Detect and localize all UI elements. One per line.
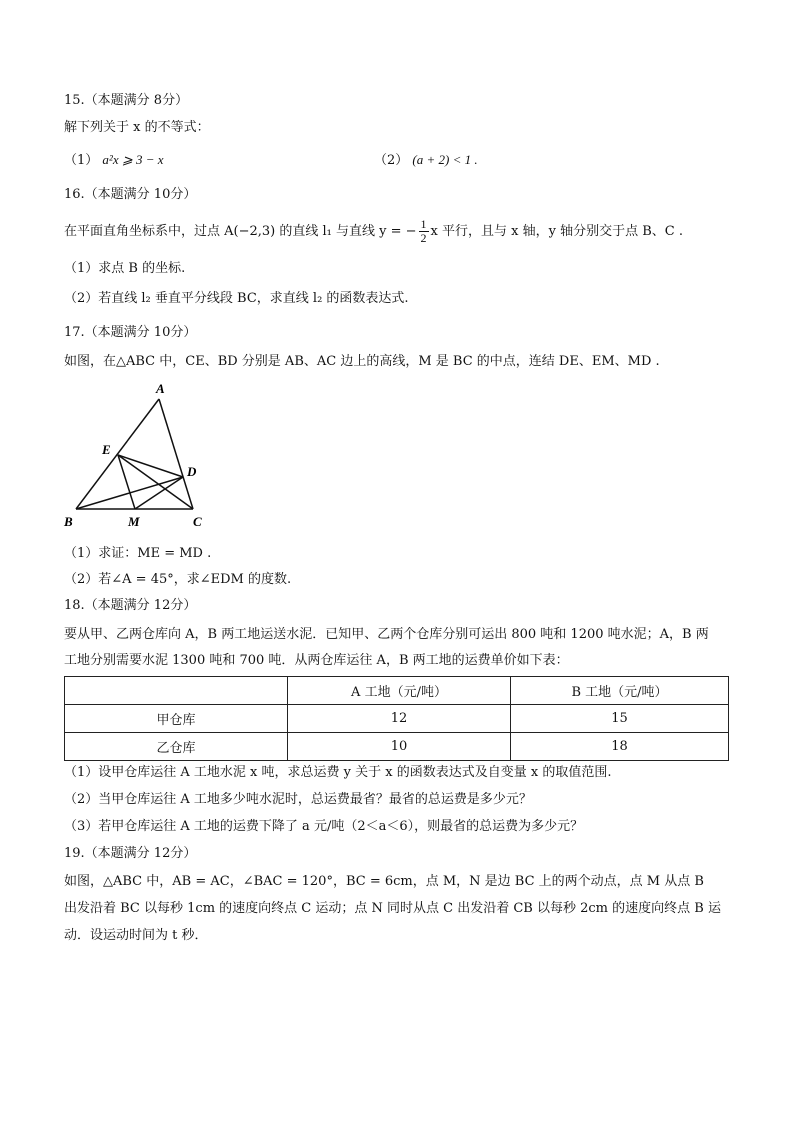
q15-part1-label: （1） <box>64 153 99 168</box>
table-row <box>65 733 729 761</box>
label-b: B <box>64 514 73 529</box>
q16-frac-den: 2 <box>420 231 427 245</box>
header-cell-empty <box>65 677 288 705</box>
q15-part2-label: （2） <box>374 153 409 168</box>
q18-part2: （2）当甲仓库运往 A 工地多少吨水泥时，总运费最省？最省的总运费是多少元？ <box>64 792 532 807</box>
q15-part1 <box>64 151 164 170</box>
q19-stem-line2: 出发沿着 BC 以每秒 1cm 的速度向终点 C 运动；点 N 同时从点 C 出发沿着 CB 以每秒 2cm 的速度向终点 B 运 <box>64 901 721 916</box>
q16-part2: （2）若直线 l₂ 垂直平分线段 BC，求直线 l₂ 的函数表达式. <box>64 291 409 306</box>
label-m: M <box>128 514 140 529</box>
segment-ac <box>159 399 193 509</box>
q19-stem-line3: 动．设运动时间为 t 秒． <box>64 928 208 943</box>
segment-em <box>118 455 135 509</box>
label-e: E <box>102 442 111 457</box>
q16-stem-a: 在平面直角坐标系中，过点 A(−2,3) 的直线 l₁ 与直线 y = − <box>64 224 417 239</box>
q15-part2-math: (a + 2) < 1 . <box>412 152 478 167</box>
q18-part1: （1）设甲仓库运往 A 工地水泥 x 吨，求总运费 y 关于 x 的函数表达式及自变量 x 的取值范围. <box>64 765 612 780</box>
cell-value: 15 <box>511 705 729 733</box>
q15-part1-math: a²x ⩾ 3 − x <box>102 152 164 167</box>
q16-title: 16.（本题满分 10分） <box>64 187 197 202</box>
q19-stem-line1: 如图，△ABC 中，AB = AC，∠BAC = 120°，BC = 6cm，点 M，N 是边 BC 上的两个动点，点 M 从点 B <box>64 874 704 889</box>
q18-title: 18.（本题满分 12分） <box>64 598 197 613</box>
cell-value: 10 <box>288 733 511 761</box>
q16-stem <box>64 218 683 245</box>
label-c: C <box>193 514 202 529</box>
segment-md <box>135 477 183 509</box>
label-d: D <box>187 464 197 479</box>
q16-fraction <box>419 218 429 245</box>
segment-ce <box>118 455 193 509</box>
segment-ab <box>76 399 159 509</box>
q15-part2 <box>374 151 478 170</box>
q17-triangle-figure <box>58 378 218 533</box>
table-header-row <box>65 677 729 705</box>
header-cell-site-b: B 工地（元/吨） <box>511 677 729 705</box>
q17-part2: （2）若∠A = 45°，求∠EDM 的度数. <box>64 572 292 587</box>
q18-part3: （3）若甲仓库运往 A 工地的运费下降了 a 元/吨（2＜a＜6），则最省的总运费为多少元？ <box>64 819 584 834</box>
row-label: 甲仓库 <box>65 705 288 733</box>
q15-prompt: 解下列关于 x 的不等式： <box>64 120 210 135</box>
q18-stem-line2: 工地分别需要水泥 1300 吨和 700 吨．从两仓库运往 A，B 两工地的运费单价如下表： <box>64 653 569 668</box>
table-row <box>65 705 729 733</box>
q16-stem-b: x 平行，且与 x 轴，y 轴分别交于点 B、C . <box>430 224 683 239</box>
cell-value: 18 <box>511 733 729 761</box>
q16-part1: （1）求点 B 的坐标. <box>64 261 186 276</box>
segment-de <box>118 455 183 477</box>
header-cell-site-a: A 工地（元/吨） <box>288 677 511 705</box>
cell-value: 12 <box>288 705 511 733</box>
q17-part1: （1）求证：ME = MD . <box>64 546 212 561</box>
q17-title: 17.（本题满分 10分） <box>64 325 197 340</box>
label-a: A <box>156 381 165 396</box>
q17-stem: 如图，在△ABC 中，CE、BD 分别是 AB、AC 边上的高线，M 是 BC 的中点，连结 DE、EM、MD . <box>64 354 660 369</box>
freight-cost-table <box>64 676 729 761</box>
q18-stem-line1: 要从甲、乙两仓库向 A，B 两工地运送水泥．已知甲、乙两个仓库分别可运出 800 吨和 1200 吨水泥；A，B 两 <box>64 627 709 642</box>
q19-title: 19.（本题满分 12分） <box>64 846 197 861</box>
q16-frac-num: 1 <box>420 217 427 231</box>
row-label: 乙仓库 <box>65 733 288 761</box>
q15-title: 15.（本题满分 8分） <box>64 93 189 108</box>
